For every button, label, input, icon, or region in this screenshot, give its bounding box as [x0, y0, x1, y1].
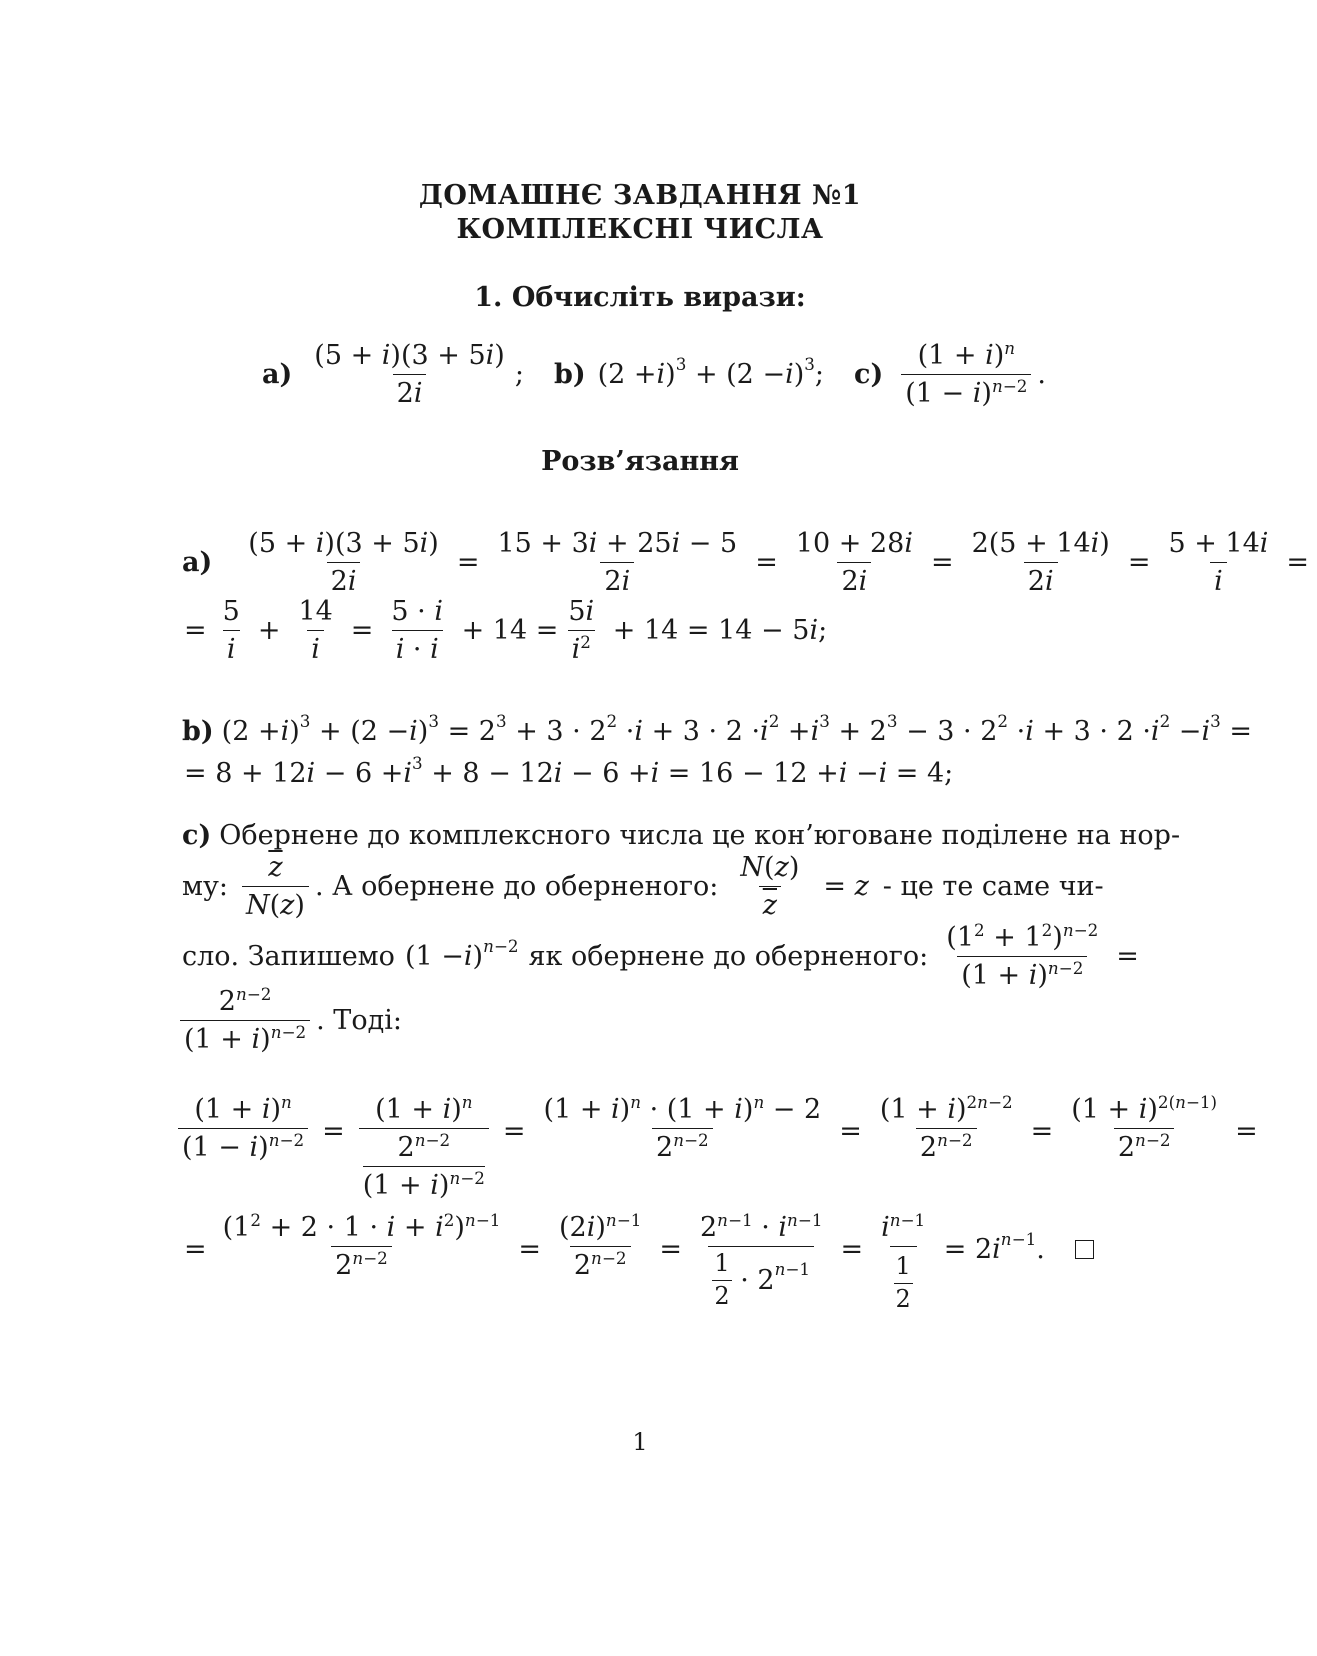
solution-c-text2-mid: . А обернене до оберненого:: [314, 871, 719, 903]
math-fraction: $\frac{14}{i}$: [298, 596, 333, 666]
math-fraction: $\frac{(1 + i)^{2(n-1)}}{2^{n-2}}$: [1071, 1091, 1218, 1164]
solution-label-b: b): [182, 716, 214, 747]
solution-c-text3-mid: як обернене до оберненого:: [528, 941, 929, 973]
task-sep: ;: [514, 359, 524, 391]
solution-a-line2: [184, 596, 827, 665]
task-sep: ;: [814, 359, 825, 391]
task-expressions: [262, 337, 1046, 410]
math-fraction: $\frac{(5 + i)(3 + 5i)}{2i}$: [248, 528, 439, 598]
math-equals: =: [1116, 941, 1139, 973]
task-a-fraction: $\frac{(5 + i)(3 + 5i)}{2i}$: [314, 340, 505, 410]
qed-symbol: [1075, 1240, 1094, 1259]
math-fraction: $\frac{N(z)}{z}$: [740, 852, 800, 922]
math-fraction: $\frac{2^{n-2}}{(1 + i)^{n-2}}$: [180, 986, 310, 1055]
math-fraction: $\frac{(1 + i)^{2n-2}}{2^{n-2}}$: [879, 1091, 1013, 1164]
task-b-expression: (2 + i ) $^3$ + (2 − i ) $^3$: [597, 354, 815, 391]
math-fraction: $\frac{i^{n-1}}{\frac{1}{2}}$: [881, 1209, 926, 1313]
math-equals: =: [840, 1234, 864, 1265]
solution-a-line1: [182, 528, 1317, 597]
task-end: .: [1037, 359, 1046, 391]
math-plus: +: [257, 615, 281, 647]
math-equals: =: [930, 547, 954, 579]
math-fraction: $\frac{5 \cdot i}{i \cdot i}$: [391, 596, 443, 666]
task-label-c: c): [854, 359, 884, 391]
math-equals: =: [518, 1234, 541, 1265]
solution-label-a: a): [182, 547, 213, 579]
math-fraction: $\frac{2(5 + 14i)}{2i}$: [971, 528, 1110, 598]
math-fraction: $\frac{(1 + i)^n}{\frac{2^{n-2}}{(1 + i)^{n-2}}}$: [359, 1094, 489, 1201]
document-title-line1: ДОМАШНЄ ЗАВДАННЯ №1: [418, 180, 862, 211]
math-expression: (1 − i ) $^{n -2}$: [404, 936, 519, 973]
math-expression: = z: [823, 871, 869, 903]
math-fraction: $\frac{5 + 14i}{i}$: [1168, 528, 1269, 598]
document-title-line2: КОМПЛЕКСНІ ЧИСЛА: [456, 214, 824, 245]
math-fraction: $\frac{5}{i}$: [222, 596, 240, 666]
solution-c-text1: Обернене до комплексного числа це кон’юговане поділене на нор-: [219, 820, 1181, 851]
task-label-a: a): [262, 359, 293, 391]
math-expression: (2 + i ) $^3$ + (2 − i ) $^3$ = 2 $^3$ + 3 · 2 $^2$ · i + 3 · 2 · i $^2$ + i $^3$ + 2 $^3$ − 3 · 2 $^2$ · i + 3 · 2 · i $^2$ − i $^3$ =: [221, 711, 1252, 747]
task-c-fraction: $\frac{(1 + i)^n}{(1 - i)^{n-2}}$: [901, 340, 1031, 409]
solution-label-c: c): [182, 820, 212, 851]
solution-c-text2-post: - це те саме чи-: [882, 871, 1104, 903]
task-heading: 1. Обчисліть вирази:: [474, 282, 806, 313]
math-equals: =: [350, 615, 374, 647]
math-expression: + 14 = 14 − 5 i ;: [604, 615, 828, 647]
math-equals: =: [184, 1234, 207, 1265]
solution-c-eq-line1: [178, 1091, 1266, 1202]
solution-c-line4: [180, 983, 402, 1056]
math-fraction: $\frac{5i}{i^2}$: [568, 596, 595, 666]
math-fraction: $\frac{10 + 28i}{2i}$: [795, 528, 913, 598]
math-fraction: $\frac{(2i)^{n-1}}{2^{n-2}}$: [559, 1209, 642, 1282]
math-equals: =: [1127, 547, 1151, 579]
math-fraction: $\frac{(1^2 + 1^2)^{n-2}}{(1 + i)^{n-2}}$: [946, 919, 1099, 992]
math-equals: =: [1030, 1116, 1054, 1147]
solution-c-line3: [182, 919, 1147, 992]
solution-c-eq-line2: [184, 1209, 1094, 1313]
math-equals: =: [502, 1116, 526, 1147]
math-expression: + 14 =: [453, 615, 559, 647]
solution-b-line1: [182, 711, 1252, 747]
solution-c-text3-pre: сло. Запишемо: [182, 941, 395, 973]
solution-c-text2-pre: му:: [182, 871, 228, 903]
solution-c-line1: [182, 820, 1180, 851]
math-equals: =: [1286, 547, 1310, 579]
math-fraction: $\frac{(1 + i)^n}{(1 - i)^{n-2}}$: [178, 1094, 308, 1163]
math-fraction: $\frac{\overline{z}}{N(z)}$: [242, 852, 309, 921]
math-equals: =: [1235, 1116, 1258, 1147]
math-fraction: $\frac{(1 + i)^n \cdot (1 + i)^n - 2}{2^{n-2}}$: [543, 1091, 822, 1164]
math-fraction: $2^{n-1} \cdot i^{n-1}$ 1 2 · 2 $^{n -1}$: [699, 1209, 823, 1310]
math-expression: = 8 + 12 i − 6 + i $^3$ + 8 − 12 i − 6 + i = 16 − 12 + i − i = 4;: [184, 753, 954, 789]
solution-heading: Розв’язання: [541, 446, 739, 477]
math-equals: =: [755, 547, 778, 579]
page-number: 1: [632, 1428, 648, 1456]
math-equals: =: [184, 615, 207, 647]
math-expression: = 2 i $^{n -1}$ .: [935, 1229, 1045, 1265]
solution-b-line2: [184, 753, 954, 789]
math-equals: =: [659, 1234, 682, 1265]
math-fraction: $\frac{(1^2 + 2 \cdot 1 \cdot i + i^2)^{n-1}}{2^{n-2}}$: [222, 1209, 501, 1282]
math-fraction: $\frac{15 + 3i + 25i - 5}{2i}$: [497, 528, 738, 598]
solution-c-text4-post: . Тоді:: [316, 1005, 402, 1037]
math-equals: =: [839, 1116, 862, 1147]
solution-c-line2: [182, 852, 1104, 921]
math-equals: =: [322, 1116, 345, 1147]
task-label-b: b): [553, 359, 586, 391]
math-equals: =: [456, 547, 480, 579]
